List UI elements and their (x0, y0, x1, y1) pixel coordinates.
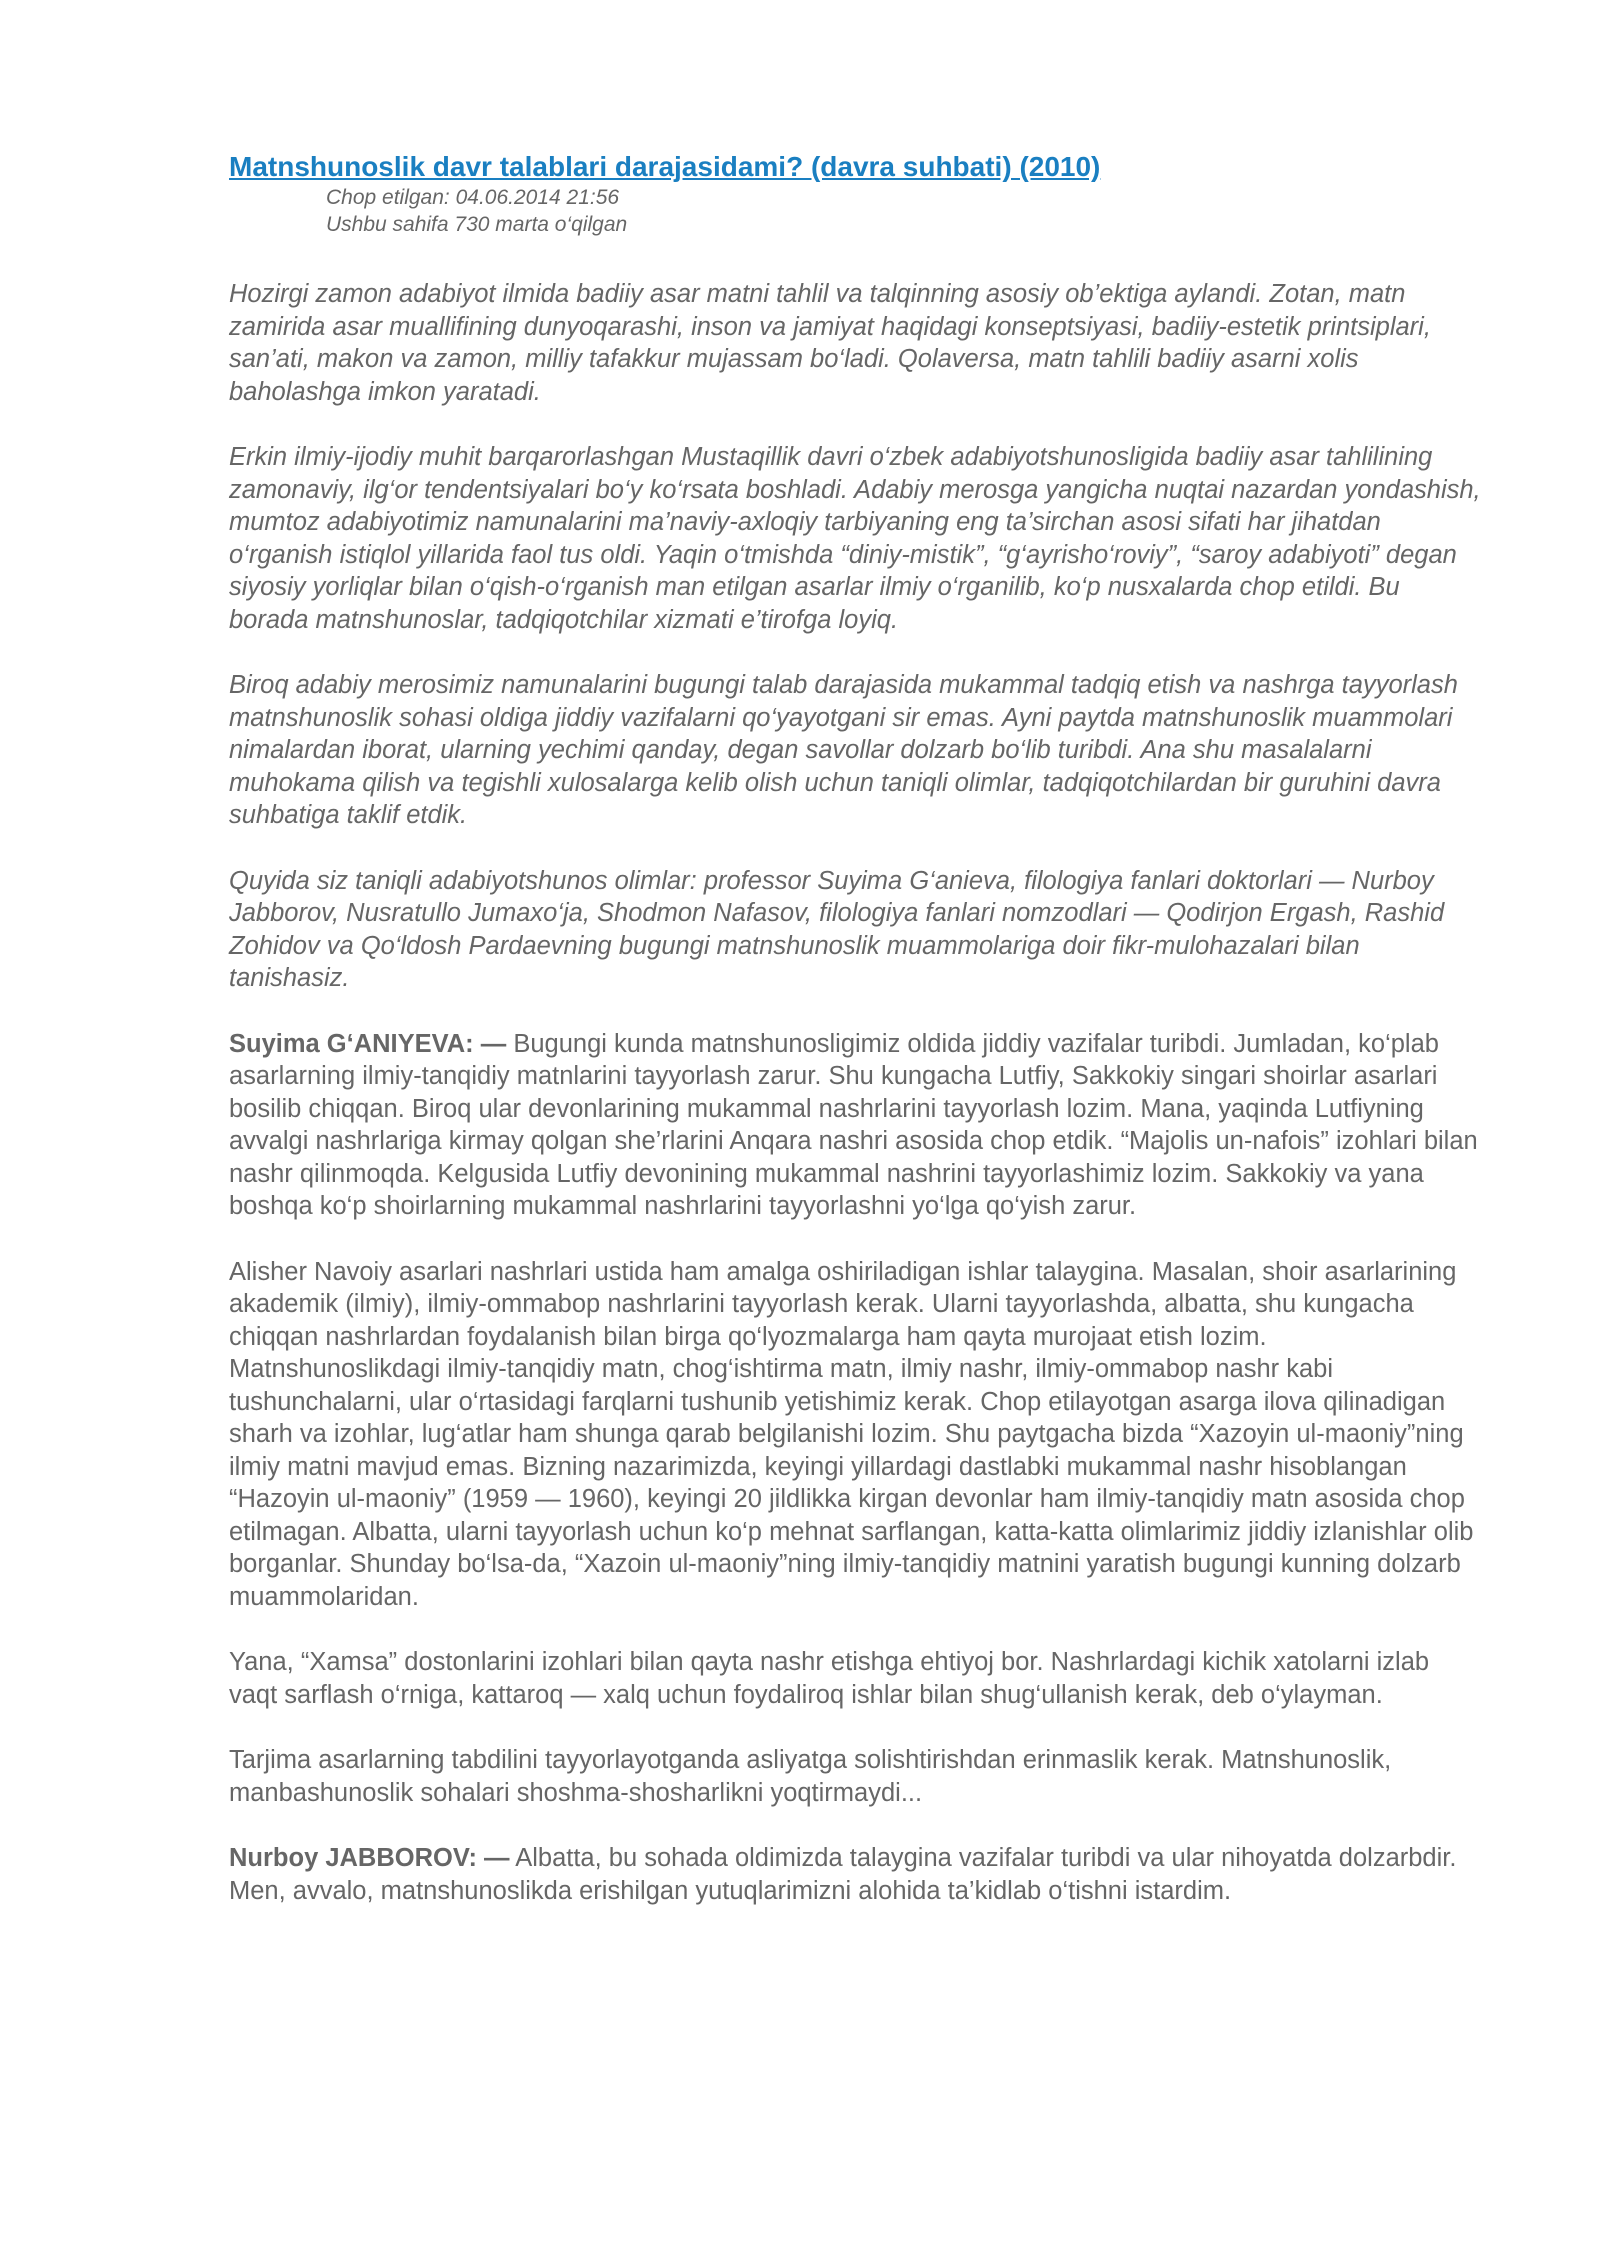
article (229, 150, 1484, 1907)
intro-paragraph: Quyida siz taniqli adabiyotshunos olimlar: professor Suyima G‘anieva, filologiya fanlari doktorlari — Nurboy Jabborov, Nusratullo Jumaxo‘ja, Shodmon Nafasov, filologiya fanlari nomzodlari — Qodirjon Ergash, Rashid Zohidov va Qo‘ldosh Pardaevning bugungi matnshunoslik muammolariga doir fikr-mulohazalari bilan tanishasiz. (229, 866, 1445, 992)
speaker-name: Suyima G‘ANIYEVA: — (229, 1029, 507, 1058)
view-count: Ushbu sahifa 730 marta o‘qilgan (326, 213, 628, 236)
publish-date: Chop etilgan: 04.06.2014 21:56 (326, 186, 620, 209)
speech-text: Albatta, bu sohada oldimizda talaygina vazifalar turibdi va ular nihoyatda dolzarbdir. Men, avvalo, matnshunoslikda erishilgan yutuqlarimizni alohida ta’kidlab o‘tishni istardim. (229, 1844, 1457, 1905)
speaker-name: Nurboy JABBOROV: — (229, 1844, 510, 1872)
body-paragraph: Tarjima asarlarning tabdilini tayyorlayotganda asliyatga solishtirishdan erinmaslik kerak. Matnshunoslik, manbashunoslik sohalari shoshma-shosharlikni yoqtirmaydi... (229, 1746, 1392, 1807)
intro-paragraph: Hozirgi zamon adabiyot ilmida badiiy asar matni tahlil va talqinning asosiy ob’ektiga aylandi. Zotan, matn zamirida asar muallifining dunyoqarashi, inson va jamiyat haqidagi konseptsiyasi, badiiy-estetik printsiplari, san’ati, makon va zamon, milliy tafakkur mujassam bo‘ladi. Qolaversa, matn tahlili badiiy asarni xolis baholashga imkon yaratadi. (229, 280, 1431, 406)
intro-paragraph: Biroq adabiy merosimiz namunalarini bugungi talab darajasida mukammal tadqiq etish va nashrga tayyorlash matnshunoslik sohasi oldiga jiddiy vazifalarni qo‘yayotgani sir emas. Ayni paytda matnshunoslik muammolari nimalardan iborat, ularning yechimi qanday, degan savollar dolzarb bo‘lib turibdi. Ana shu masalalarni muhokama qilish va tegishli xulosalarga kelib olish uchun taniqli olimlar, tadqiqotchilardan bir guruhini davra suhbatiga taklif etdik. (229, 671, 1458, 829)
speech-paragraph (229, 1028, 1484, 1223)
article-title-link[interactable]: Matnshunoslik davr talablari darajasidami? (davra suhbati) (2010) (229, 151, 1101, 182)
speech-paragraph (229, 1842, 1484, 1907)
speech-text: Bugungi kunda matnshunosligimiz oldida jiddiy vazifalar turibdi. Jumladan, ko‘plab asarlarning ilmiy-tanqidiy matnlarini tayyorlash zarur. Shu kungacha Lutfiy, Sakkokiy singari shoirlar asarlari bosilib chiqqan. Biroq ular devonlarining mukammal nashrlarini tayyorlash lozim. Mana, yaqinda Lutfiyning avvalgi nashrlariga kirmay qolgan she’rlarini Anqara nashri asosida chop etdik. “Majolis un-nafois” izohlari bilan nashr qilinmoqda. Kelgusida Lutfiy devonining mukammal nashrini tayyorlashimiz lozim. Sakkokiy va yana boshqa ko‘p shoirlarning mukammal nashrlarini tayyorlashni yo‘lga qo‘yish zarur. (229, 1029, 1478, 1220)
intro-paragraph: Erkin ilmiy-ijodiy muhit barqarorlashgan Mustaqillik davri o‘zbek adabiyotshunosligida badiiy asar tahlilining zamonaviy, ilg‘or tendentsiyalari bo‘y ko‘rsata boshladi. Adabiy merosga yangicha nuqtai nazardan yondashish, mumtoz adabiyotimiz namunalarini ma’naviy-axloqiy tarbiyaning eng ta’sirchan asosi sifati har jihatdan o‘rganish istiqlol yillarida faol tus oldi. Yaqin o‘tmishda “diniy-mistik”, “g‘ayrisho‘roviy”, “saroy adabiyoti” degan siyosiy yorliqlar bilan o‘qish-o‘rganish man etilgan asarlar ilmiy o‘rganilib, ko‘p nusxalarda chop etildi. Bu borada matnshunoslar, tadqiqotchilar xizmati e’tirofga loyiq. (229, 443, 1481, 634)
body-paragraph: Alisher Navoiy asarlari nashrlari ustida ham amalga oshiriladigan ishlar talaygina. Masalan, shoir asarlarining akademik (ilmiy), ilmiy-ommabop nashrlarini tayyorlash kerak. Ularni tayyorlashda, albatta, shu kungacha chiqqan nashrlardan foydalanish bilan birga qo‘lyozmalarga ham qayta murojaat etish lozim. Matnshunoslikdagi ilmiy-tanqidiy matn, chog‘ishtirma matn, ilmiy nashr, ilmiy-ommabop nashr kabi tushunchalarni, ular o‘rtasidagi farqlarni tushunib yetishimiz kerak. Chop etilayotgan asarga ilova qilinadigan sharh va izohlar, lug‘atlar ham shunga qarab belgilanishi lozim. Shu paytgacha bizda “Xazoyin ul-maoniy”ning ilmiy matni mavjud emas. Bizning nazarimizda, keyingi yillardagi dastlabki mukammal nashr hisoblangan “Hazoyin ul-maoniy” (1959 — 1960), keyingi 20 jildlikka kirgan devonlar ham ilmiy-tanqidiy matn asosida chop etilmagan. Albatta, ularni tayyorlash uchun ko‘p mehnat sarflangan, katta-katta olimlarimiz jiddiy izlanishlar olib borganlar. Shunday bo‘lsa-da, “Xazoin ul-maoniy”ning ilmiy-tanqidiy matnini yaratish bugungi kunning dolzarb muammolaridan. (229, 1257, 1474, 1611)
body-paragraph: Yana, “Xamsa” dostonlarini izohlari bilan qayta nashr etishga ehtiyoj bor. Nashrlardagi kichik xatolarni izlab vaqt sarflash o‘rniga, kattaroq — xalq uchun foydaliroq ishlar bilan shug‘ullanish kerak, deb o‘ylayman. (229, 1648, 1430, 1709)
